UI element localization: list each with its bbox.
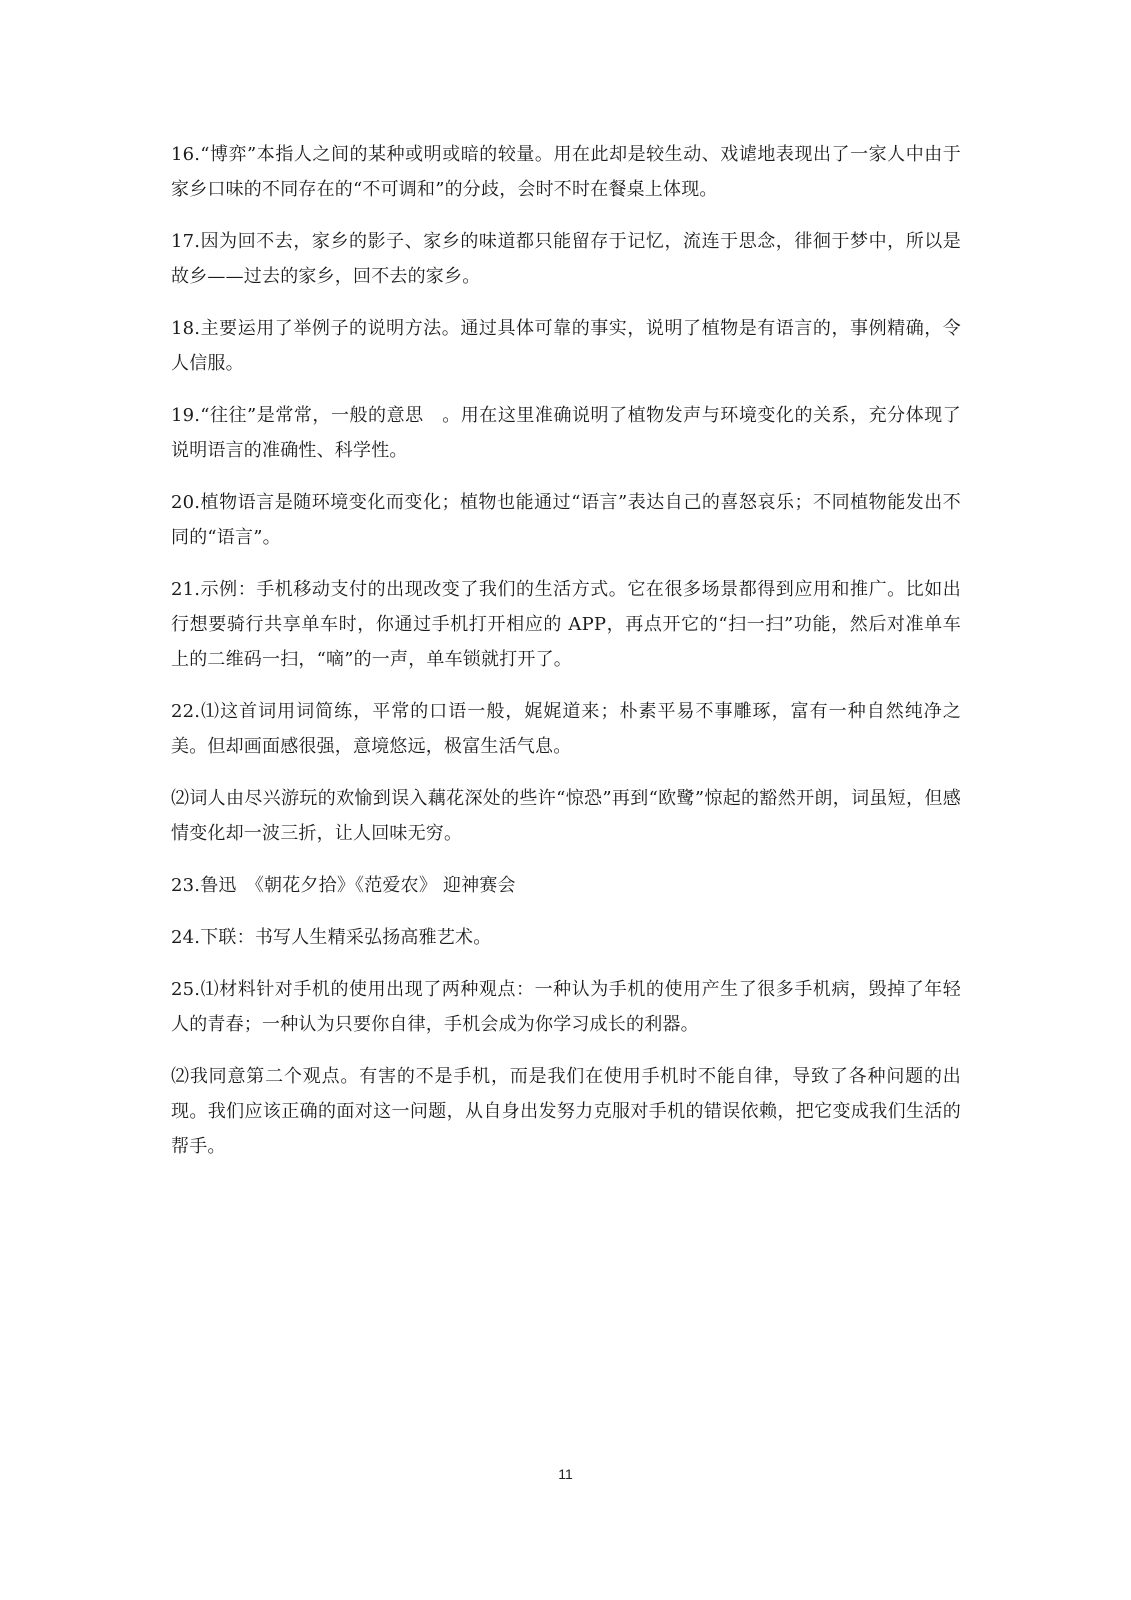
answer-22-part-2: ⑵词人由尽兴游玩的欢愉到误入藕花深处的些许“惊恐”再到“欧鹭”惊起的豁然开朗，词虽短，但感情变化却一波三折，让人回味无穷。 [171, 788, 961, 844]
answer-25-part-2: ⑵我同意第二个观点。有害的不是手机，而是我们在使用手机时不能自律，导致了各种问题的出现。我们应该正确的面对这一问题，从自身出发努力克服对手机的错误依赖，把它变成我们生活的帮手。 [171, 1066, 961, 1157]
answer-19: 19.“往往”是常常，一般的意思 。用在这里准确说明了植物发声与环境变化的关系，充分体现了说明语言的准确性、科学性。 [171, 405, 961, 461]
answer-22-part-1: 22.⑴这首词用词简练，平常的口语一般，娓娓道来；朴素平易不事雕琢，富有一种自然纯净之美。但却画面感很强，意境悠远，极富生活气息。 [171, 701, 961, 757]
answer-23: 23.鲁迅 《朝花夕拾》《范爱农》 迎神赛会 [171, 875, 516, 896]
answer-20: 20.植物语言是随环境变化而变化；植物也能通过“语言”表达自己的喜怒哀乐；不同植物能发出不同的“语言”。 [171, 492, 961, 548]
answer-18: 18.主要运用了举例子的说明方法。通过具体可靠的事实，说明了植物是有语言的，事例精确，令人信服。 [171, 318, 961, 374]
answer-25-part-1: 25.⑴材料针对手机的使用出现了两种观点：一种认为手机的使用产生了很多手机病，毁掉了年轻人的青春；一种认为只要你自律，手机会成为你学习成长的利器。 [171, 979, 961, 1035]
answer-17: 17.因为回不去，家乡的影子、家乡的味道都只能留存于记忆，流连于思念，徘徊于梦中，所以是故乡——过去的家乡，回不去的家乡。 [171, 231, 961, 287]
answer-16: 16.“博弈”本指人之间的某种或明或暗的较量。用在此却是较生动、戏谑地表现出了一家人中由于家乡口味的不同存在的“不可调和”的分歧，会时不时在餐桌上体现。 [171, 144, 961, 200]
page-number: 11 [558, 1466, 573, 1482]
answer-content [171, 137, 961, 1181]
answer-21: 21.示例：手机移动支付的出现改变了我们的生活方式。它在很多场景都得到应用和推广。比如出行想要骑行共享单车时，你通过手机打开相应的 APP，再点开它的“扫一扫”功能，然后对准单车上的二维码一扫，“嘀”的一声，单车锁就打开了。 [171, 579, 961, 670]
answer-24: 24.下联：书写人生精采弘扬高雅艺术。 [171, 927, 492, 948]
